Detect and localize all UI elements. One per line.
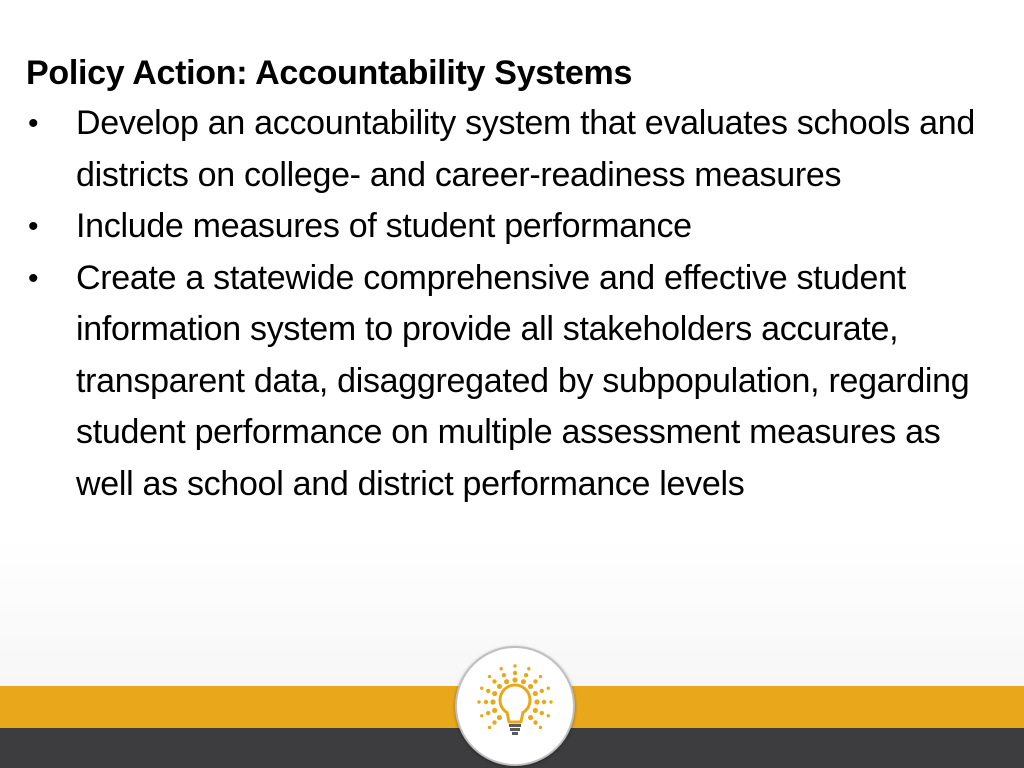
logo-ray-dot [490, 699, 495, 704]
logo-ray-dot [513, 671, 517, 675]
logo-ray-dot [488, 675, 491, 678]
bulb-shape [500, 685, 530, 735]
logo-ray-dot [540, 689, 544, 693]
bullet-dot: • [28, 261, 39, 295]
logo-ray-dot [539, 726, 542, 729]
slide-content [26, 48, 986, 510]
logo-ray-dot [492, 691, 497, 696]
bullet-item [26, 253, 986, 511]
logo-ray-dot [513, 664, 516, 667]
logo-ray-dot [486, 689, 490, 693]
bullet-text: Develop an accountability system that evaluates schools and districts on college- and career-readiness measures [76, 104, 975, 194]
logo-ray-dot [492, 708, 497, 713]
logo-ray-dot [533, 720, 537, 724]
logo-ray-dot [512, 677, 517, 682]
logo-ray-dot [534, 699, 539, 704]
logo-ray-dot [502, 673, 506, 677]
bullet-text: Create a statewide comprehensive and effective student information system to provide all stakeholders accurate, transparent data, disaggregated by subpopulation, regarding student performance on multiple assessment measures as well as school and district performance levels [76, 258, 970, 503]
lightbulb-logo-graphic [457, 648, 573, 764]
logo-ray-dot [521, 679, 526, 684]
logo-ray-dot [528, 684, 533, 689]
logo-ray-dot [500, 667, 503, 670]
logo-ray-dot [539, 675, 542, 678]
logo-ray-dot [480, 714, 483, 717]
logo-ray-dot [497, 715, 502, 720]
logo-ray-dot [488, 726, 491, 729]
logo-ray-dot [527, 667, 530, 670]
logo-ray-dot [542, 700, 546, 704]
slide-title: Policy Action: Accountability Systems [26, 54, 633, 92]
bullet-item [26, 98, 986, 201]
lightbulb-icon [455, 646, 575, 766]
bullet-dot: • [28, 107, 39, 140]
logo-ray-dot [533, 691, 538, 696]
logo-ray-dot [480, 687, 483, 690]
bullet-item [26, 201, 986, 253]
logo-ray-dot [524, 673, 528, 677]
logo-ray-dot [477, 700, 480, 703]
logo-ray-dot [540, 711, 544, 715]
bullet-dot: • [28, 210, 39, 243]
logo-ray-dot [547, 714, 550, 717]
logo-ray-dot [497, 684, 502, 689]
bullet-text: Include measures of student performance [76, 207, 692, 245]
logo-ray-dot [492, 679, 496, 683]
logo-ray-dot [484, 700, 488, 704]
logo-ray-dot [486, 711, 490, 715]
logo-ray-dot [547, 687, 550, 690]
logo-ray-dot [533, 679, 537, 683]
logo-ray-dot [492, 720, 496, 724]
logo-ray-dot [549, 700, 552, 703]
logo-ray-dot [528, 715, 533, 720]
logo-ray-dot [533, 708, 538, 713]
bullet-list [26, 98, 986, 510]
logo-ray-dot [504, 679, 509, 684]
